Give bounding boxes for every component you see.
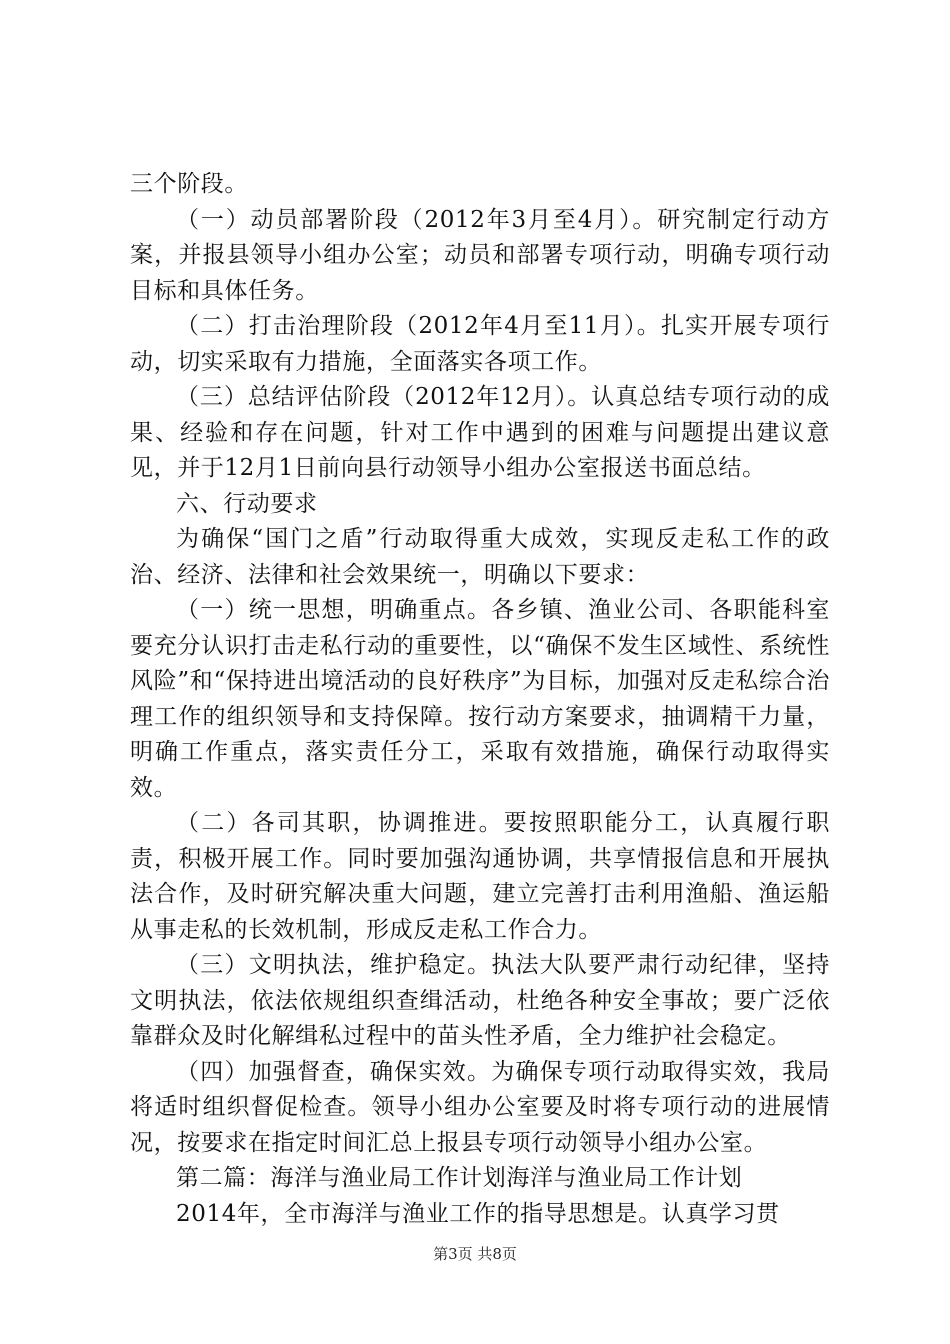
paragraph-stage-two: （二）打击治理阶段（2012年4月至11月）。扎实开展专项行动，切实采取有力措施，全面落实各项工作。	[130, 313, 830, 375]
paragraph-stage-three: （三）总结评估阶段（2012年12月）。认真总结专项行动的成果、经验和存在问题，针对工作中遇到的困难与问题提出建议意见，并于12月1日前向县行动领导小组办公室报送书面总结。	[130, 384, 830, 481]
paragraph-requirement-one: （一）统一思想，明确重点。各乡镇、渔业公司、各职能科室要充分认识打击走私行动的重要性，以“确保不发生区域性、系统性风险”和“保持进出境活动的良好秩序”为目标，加强对反走私综合治理工作的组织领导和支持保障。按行动方案要求，抽调精干力量，明确工作重点，落实责任分工，采取有效措施，确保行动取得实效。	[130, 597, 830, 801]
paragraph-chapter-two-intro: 2014年，全市海洋与渔业工作的指导思想是。认真学习贯	[176, 1200, 780, 1227]
paragraph-requirement-four: （四）加强督查，确保实效。为确保专项行动取得实效，我局将适时组织督促检查。领导小组办公室要及时将专项行动的进展情况，按要求在指定时间汇总上报县专项行动领导小组办公室。	[130, 1058, 830, 1156]
paragraph-requirement-three: （三）文明执法，维护稳定。执法大队要严肃行动纪律，坚持文明执法，依法依规组织查缉活动，杜绝各种安全事故；要广泛依靠群众及时化解缉私过程中的苗头性矛盾，全力维护社会稳定。	[130, 952, 830, 1049]
paragraph-requirement-two: （二）各司其职，协调推进。要按照职能分工，认真履行职责，积极开展工作。同时要加强沟通协调，共享情报信息和开展执法合作，及时研究解决重大问题，建立完善打击利用渔船、渔运船从事走私的长效机制，形成反走私工作合力。	[130, 810, 830, 943]
page-footer: 第3页 共8页	[433, 1245, 517, 1263]
document-body	[130, 167, 830, 1232]
paragraph-continuation: 三个阶段。	[130, 171, 248, 197]
chapter-two-title: 第二篇：海洋与渔业局工作计划海洋与渔业局工作计划	[176, 1165, 743, 1191]
paragraph-requirements-intro: 为确保“国门之盾”行动取得重大成效，实现反走私工作的政治、经济、法律和社会效果统一，明确以下要求：	[130, 526, 830, 588]
paragraph-stage-one: （一）动员部署阶段（2012年3月至4月）。研究制定行动方案，并报县领导小组办公室；动员和部署专项行动，明确专项行动目标和具体任务。	[130, 206, 830, 304]
section-heading-requirements: 六、行动要求	[176, 490, 318, 517]
